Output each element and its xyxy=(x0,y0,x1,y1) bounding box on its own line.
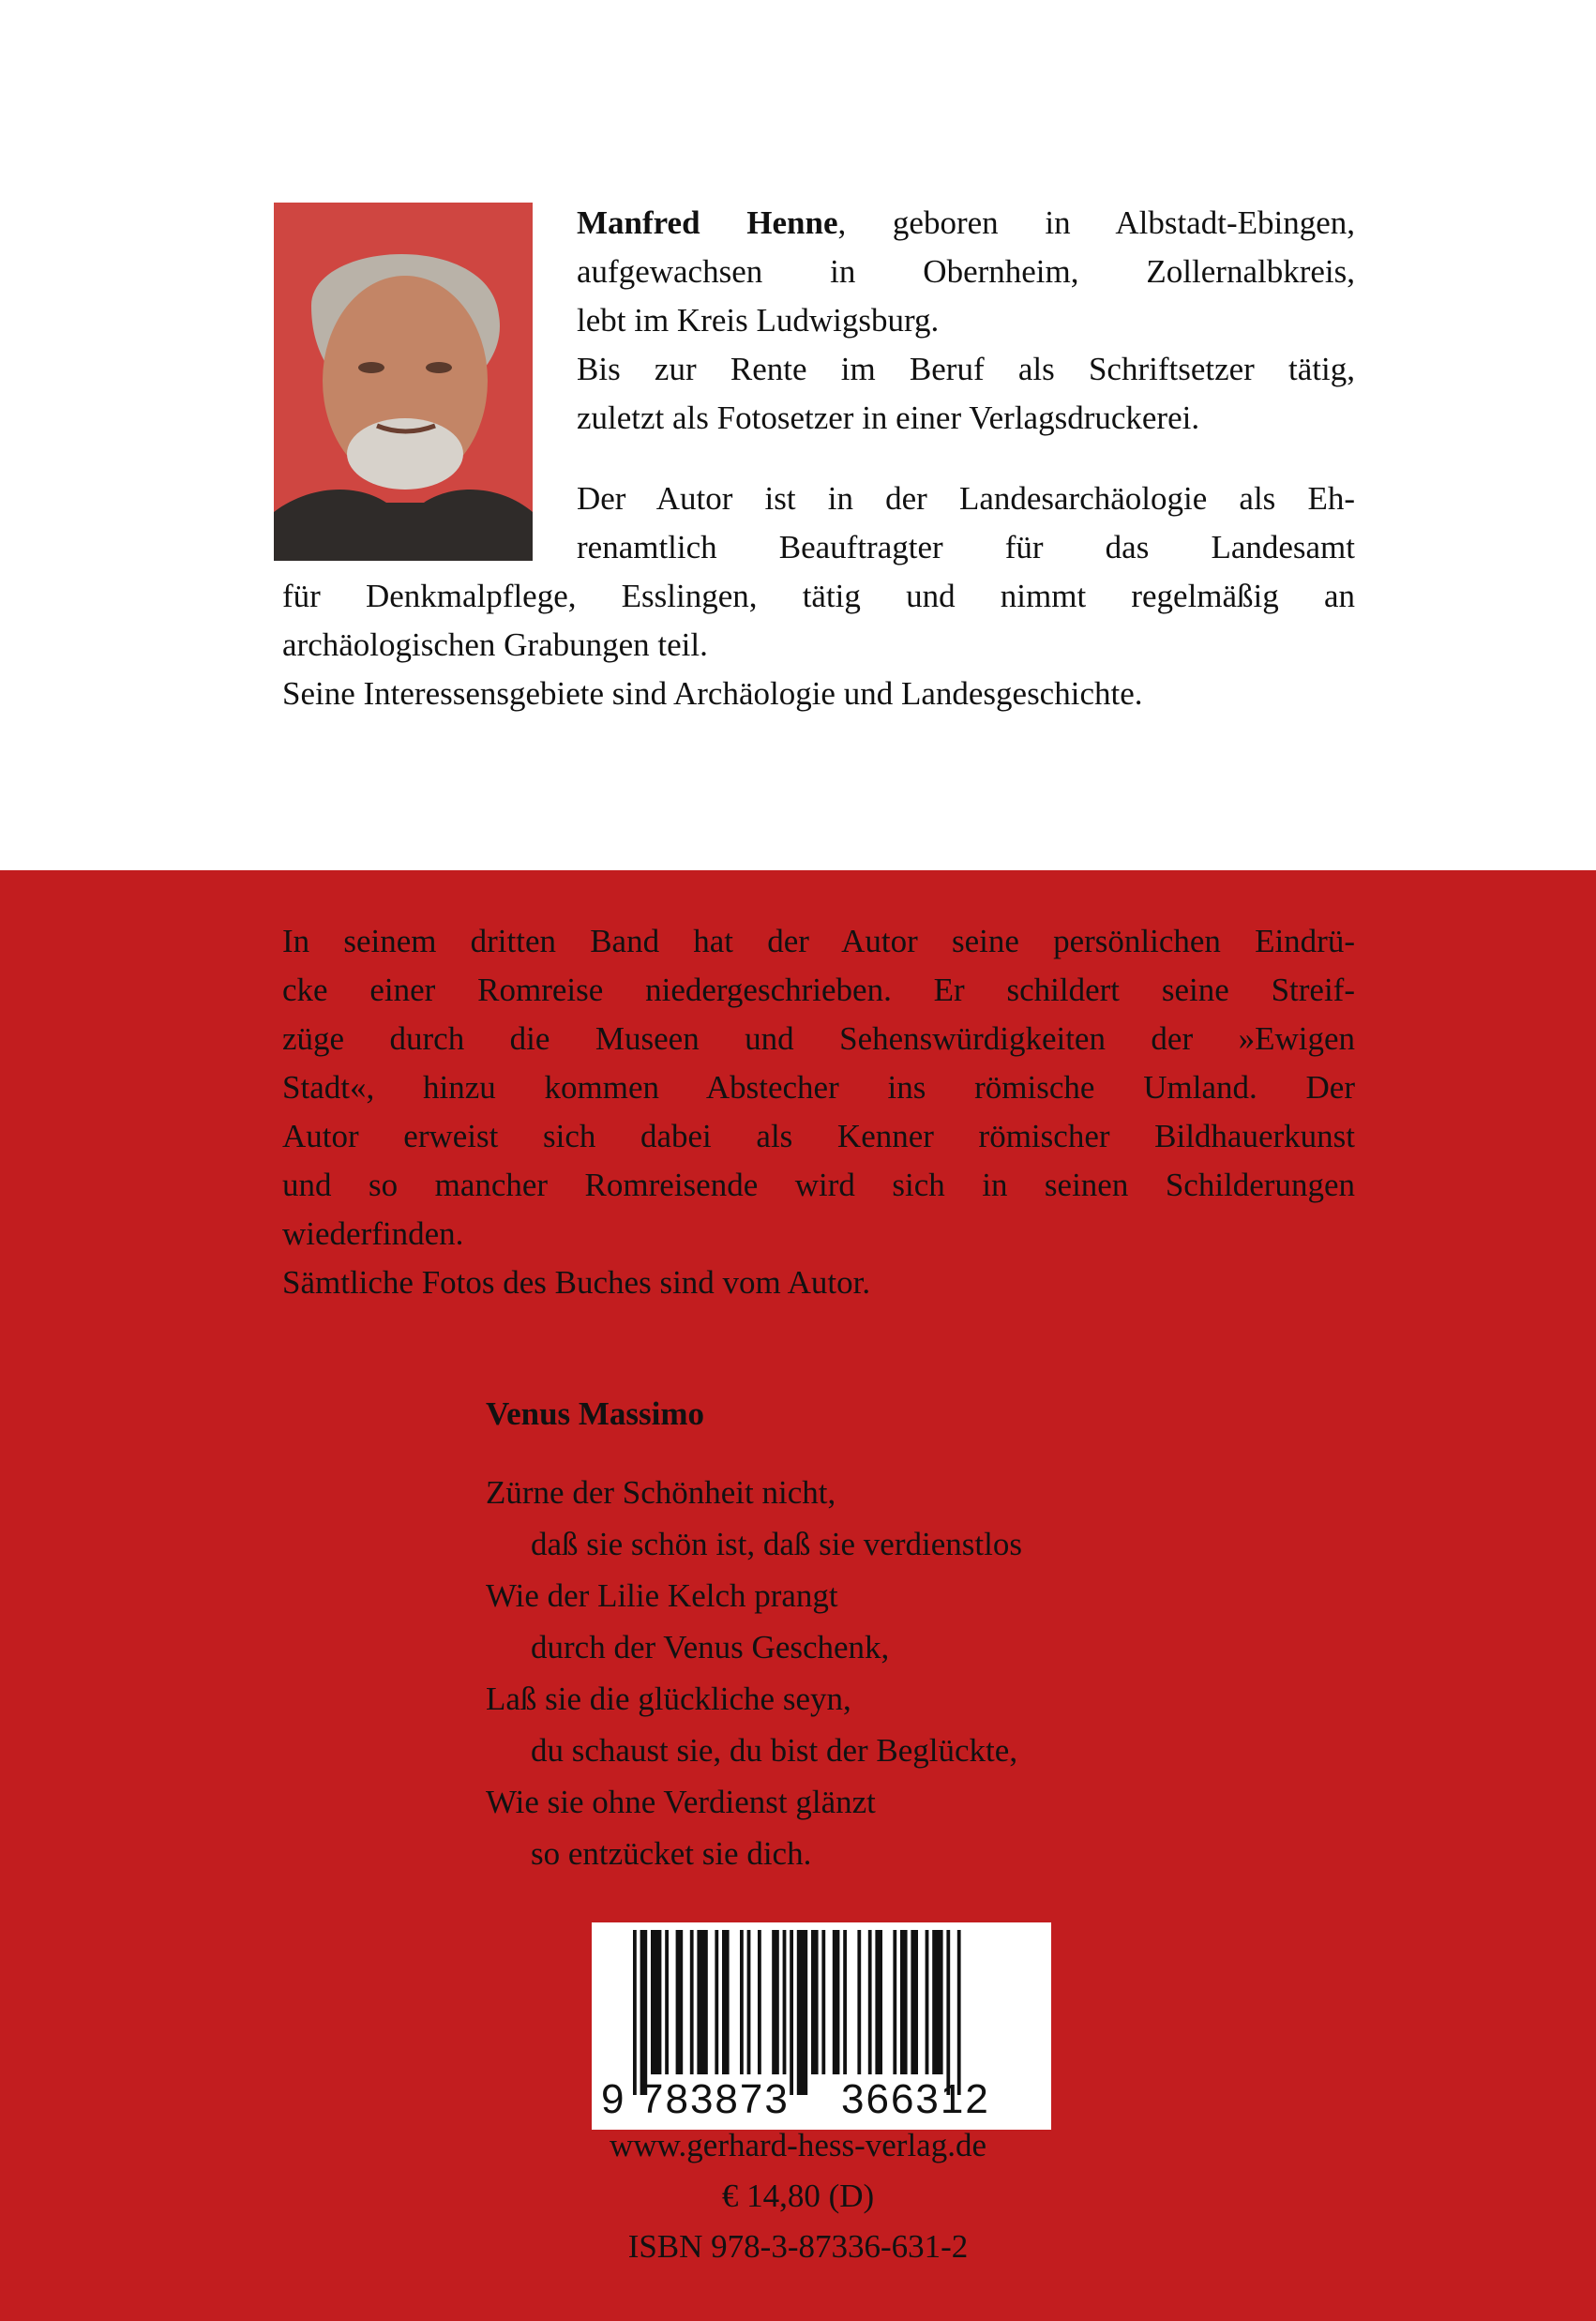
book-price: € 14,80 (D) xyxy=(721,2178,875,2214)
barcode-bar xyxy=(747,1930,751,2074)
barcode-bar xyxy=(946,1930,950,2095)
author-bio-paragraph-2: Der Autor ist in der Landesarchäologie als Eh- renamtlich Beauftragter für das Landesamt xyxy=(577,480,1355,565)
barcode-bar xyxy=(722,1930,730,2074)
barcode-bar xyxy=(868,1930,872,2074)
barcode-bar xyxy=(783,1930,787,2074)
barcode-bar xyxy=(676,1930,684,2074)
publisher-website: www.gerhard-hess-verlag.de xyxy=(609,2127,986,2163)
barcode-bar xyxy=(758,1930,761,2074)
barcode-bar xyxy=(797,1930,807,2095)
poem-line: du schaust sie, du bist der Beglückte, xyxy=(531,1732,1018,1769)
barcode-bar xyxy=(665,1930,669,2074)
author-name: Manfred Henne xyxy=(577,204,838,241)
isbn-barcode xyxy=(592,1922,1051,2130)
poem-title: Venus Massimo xyxy=(486,1395,705,1432)
barcode-bar xyxy=(911,1930,918,2074)
poem-line: durch der Venus Geschenk, xyxy=(531,1629,890,1665)
barcode-bar xyxy=(875,1930,882,2074)
isbn-number: ISBN 978-3-87336-631-2 xyxy=(627,2228,969,2265)
poem-line: Laß sie die glückliche seyn, xyxy=(486,1680,851,1717)
barcode-bar xyxy=(772,1930,779,2074)
barcode-bar xyxy=(893,1930,896,2074)
barcode-digit-lead: 9 xyxy=(601,2076,625,2122)
book-blurb: In seinem dritten Band hat der Autor seine persönlichen Eindrü- cke einer Romreise niedergeschrieben. Er schildert seine Streif- züge durch die Museen und Sehenswürdigkeiten der »Ewigen Stadt«, hinzu kommen Abstecher ins römische Umland. Der Autor erweist sich dabei als Kenner römischer Bildhauerkunst und so mancher Romreisende wird sich in seinen Schilderungen wiederfinden. Sämtliche Fotos des Buches sind vom Autor. xyxy=(282,923,1355,1301)
barcode-bar xyxy=(690,1930,694,2074)
barcode-bar xyxy=(900,1930,908,2074)
barcode-digits xyxy=(592,2076,1051,2125)
barcode-bar xyxy=(640,1930,648,2095)
barcode-bar xyxy=(857,1930,861,2074)
author-photo xyxy=(274,203,533,561)
author-photo-illustration xyxy=(274,203,533,561)
barcode-bar xyxy=(843,1930,847,2074)
barcode-bar xyxy=(740,1930,744,2074)
barcode-bar xyxy=(932,1930,942,2074)
barcode-bar xyxy=(811,1930,819,2074)
barcode-bar xyxy=(651,1930,661,2074)
poem-line: Wie der Lilie Kelch prangt xyxy=(486,1577,838,1614)
barcode-digit-group-2: 366312 xyxy=(841,2076,990,2122)
poem-line: Wie sie ohne Verdienst glänzt xyxy=(486,1784,876,1820)
barcode-bar xyxy=(790,1930,793,2095)
author-bio-paragraph-3: für Denkmalpflege, Esslingen, tätig und nimmt regelmäßig an archäologischen Grabungen teil. Seine Interessensgebiete sind Archäologie und Landesgeschichte. xyxy=(282,578,1355,712)
barcode-bar xyxy=(715,1930,718,2074)
poem-line: Zürne der Schönheit nicht, xyxy=(486,1474,836,1511)
author-bio-paragraph-1: Manfred Henne, geboren in Albstadt-Ebingen, aufgewachsen in Obernheim, Zollernalbkreis, lebt im Kreis Ludwigsburg. Bis zur Rente im Beruf als Schriftsetzer tätig, zuletzt als Fotosetzer in einer Verlagsdruckerei. xyxy=(577,204,1355,436)
poem-line: daß sie schön ist, daß sie verdienstlos xyxy=(531,1526,1022,1562)
barcode-bar xyxy=(697,1930,707,2074)
poem-line: so entzücket sie dich. xyxy=(531,1835,812,1872)
barcode-bar xyxy=(633,1930,637,2095)
barcode-bar xyxy=(957,1930,961,2095)
poem-body xyxy=(486,1467,1022,1879)
barcode-bar xyxy=(821,1930,825,2074)
barcode-digit-group-1: 783873 xyxy=(640,2076,790,2122)
barcode-bar xyxy=(926,1930,929,2074)
barcode-bar xyxy=(833,1930,840,2074)
